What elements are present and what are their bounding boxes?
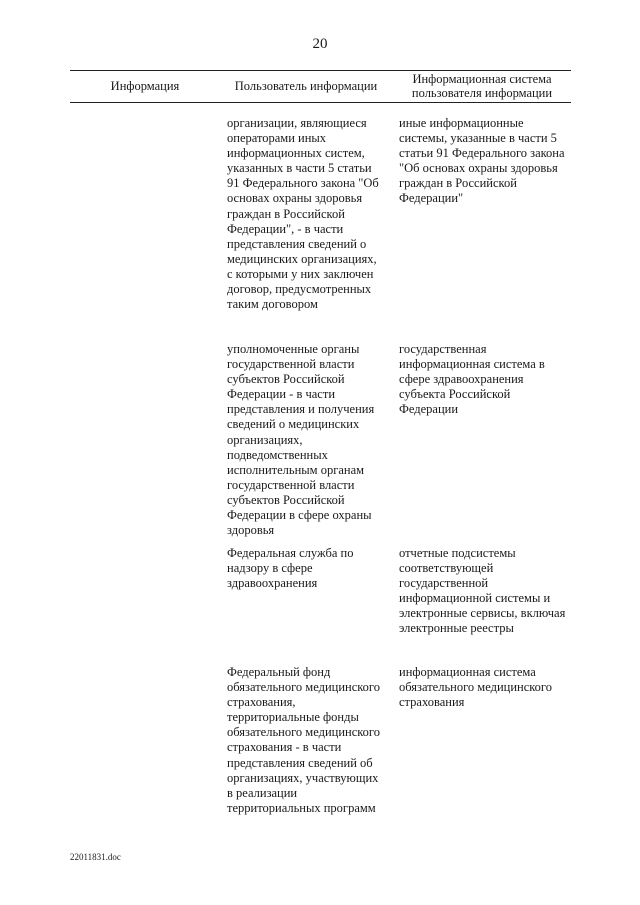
table-row-3-user: Федеральная служба по надзору в сфере здравоохранения bbox=[227, 546, 354, 591]
table-row-3-system: отчетные подсистемы соответствующей государственной информационной системы и электронные сервисы, включая электронные реестры bbox=[399, 546, 566, 636]
header-information-system: Информационная система пользователя информации bbox=[411, 72, 553, 100]
footer-doc-id: 22011831.doc bbox=[70, 852, 121, 862]
header-information-user: Пользователь информации bbox=[234, 79, 378, 93]
table-row-2-user: уполномоченные органы государственной власти субъектов Российской Федерации - в части представления и получения сведений о медицинских организациях, подведомственных исполнительным органам государственной власти субъектов Российской Федерации в сфере охраны здоровья bbox=[227, 342, 375, 538]
header-information: Информация bbox=[110, 79, 180, 93]
table-row-1-user: организации, являющиеся операторами иных информационных систем, указанных в части 5 статьи 91 Федерального закона "Об основах охраны здоровья граждан в Российской Федерации", - в части представления сведений о медицинских организациях, с которыми у них заключен договор, предусмотренных таким договором bbox=[227, 116, 379, 312]
page-number: 20 bbox=[312, 36, 328, 52]
table-top-rule bbox=[70, 70, 571, 71]
table-row-4-system: информационная система обязательного медицинского страхования bbox=[399, 665, 553, 710]
table-header-rule bbox=[70, 102, 571, 103]
table-row-4-user: Федеральный фонд обязательного медицинского страхования, территориальные фонды обязательного медицинского страхования - в части представления сведений об организациях, участвующих в реализации территориальных программ bbox=[227, 665, 381, 815]
table-row-1-system: иные информационные системы, указанные в части 5 статьи 91 Федерального закона "Об основах охраны здоровья граждан в Российской Федерации" bbox=[399, 116, 565, 206]
table-row-2-system: государственная информационная система в сфере здравоохранения субъекта Российской Федерации bbox=[399, 342, 545, 417]
